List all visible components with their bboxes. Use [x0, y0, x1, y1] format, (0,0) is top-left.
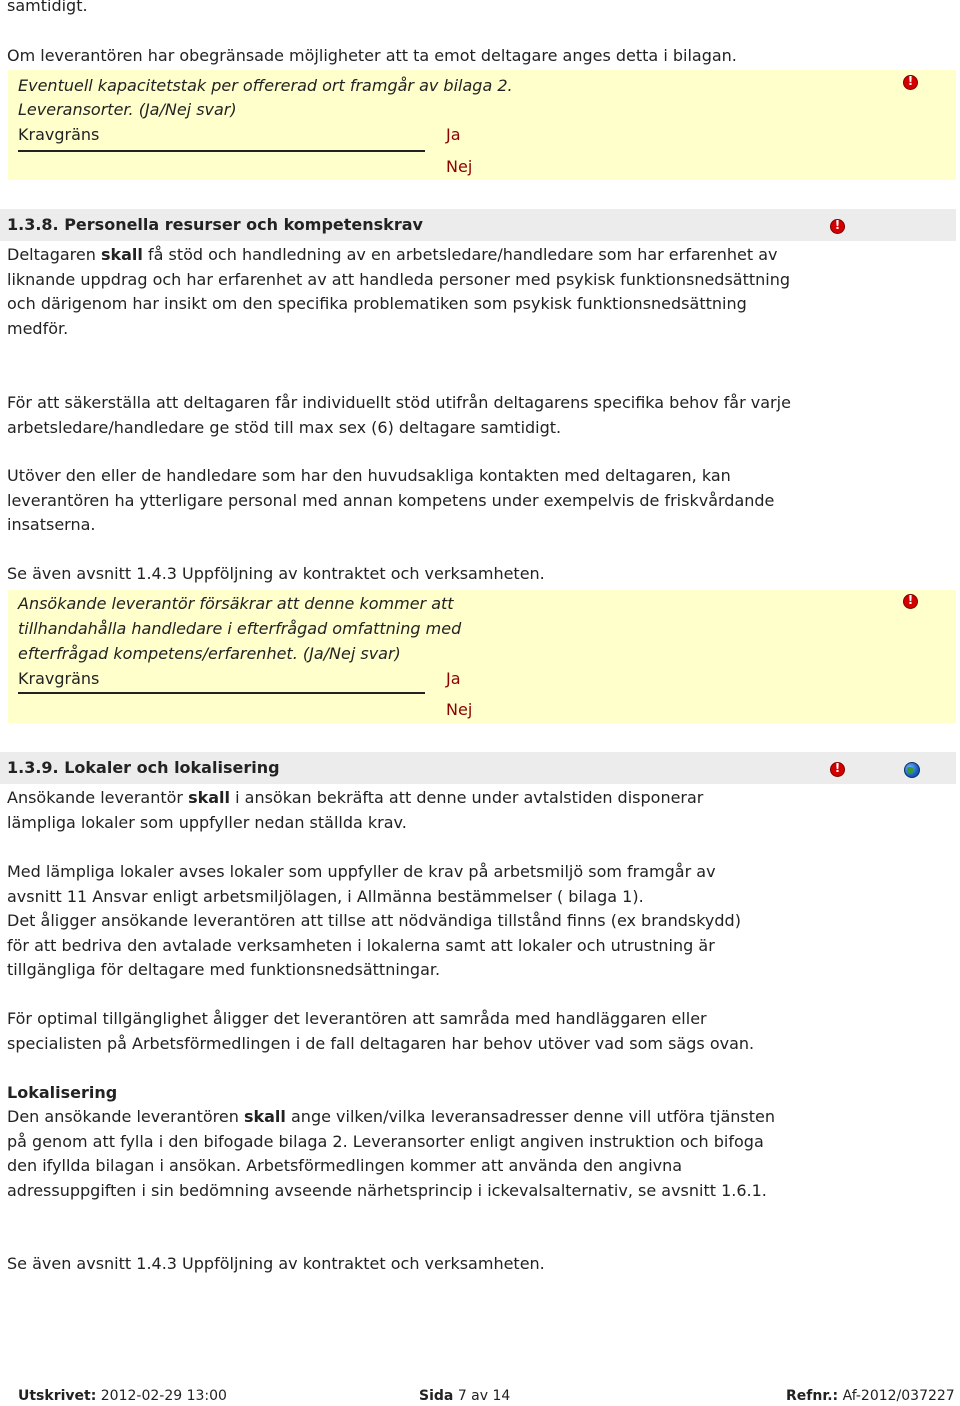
section-title: 1.3.9. Lokaler och lokalisering [7, 758, 280, 777]
section-title: 1.3.8. Personella resurser och kompetenskrav [7, 215, 423, 234]
warning-icon [903, 75, 918, 90]
warning-icon [903, 594, 918, 609]
intro-line: Om leverantören har obegränsade möjligheter att ta emot deltagare anges detta i bilagan. [7, 46, 737, 65]
answer-nej[interactable]: Nej [446, 700, 473, 719]
globe-icon[interactable] [904, 762, 920, 778]
question-box-1 [8, 70, 956, 180]
kravgrans-line [18, 150, 425, 152]
paragraph: Ansökande leverantör skall i ansökan bekräfta att denne under avtalstiden disponerar lämpliga lokaler som uppfyller nedan ställda krav. [7, 788, 704, 832]
paragraph: Deltagaren skall få stöd och handledning av en arbetsledare/handledare som har erfarenhet av liknande uppdrag och har erfarenhet av att handleda personer med psykisk funktionsnedsättning och därigenom har insikt om den specifika problematiken som psykisk funktionsnedsättning medför. [7, 245, 791, 338]
section-header-bar [0, 209, 956, 241]
paragraph: Utöver den eller de handledare som har den huvudsakliga kontakten med deltagaren, kan leverantören ha ytterligare personal med annan kompetens under exempelvis de friskvårdande insatserna. [7, 466, 775, 535]
question-2-line-1: Ansökande leverantör försäkrar att denne kommer att [18, 594, 454, 613]
warning-icon [830, 762, 845, 777]
question-2-line-3: efterfrågad kompetens/erfarenhet. (Ja/Nej svar) [18, 644, 401, 663]
footer-page: Sida 7 av 14 [419, 1388, 511, 1404]
see-also: Se även avsnitt 1.4.3 Uppföljning av kontraktet och verksamheten. [7, 1254, 545, 1273]
sub-heading: Lokalisering [7, 1083, 118, 1102]
answer-ja[interactable]: Ja [446, 669, 461, 688]
paragraph: Den ansökande leverantören skall ange vilken/vilka leveransadresser denne vill utföra tjänsten på genom att fylla i den bifogade bilaga 2. Leveransorter enligt angiven instruktion och bifoga den ifyllda bilagan i ansökan. Arbetsförmedlingen kommer att använda den angivna adressuppgiften i sin bedömning avseende närhetsprincip i ickevalsalternativ, se avsnitt 1.6.1. [7, 1107, 776, 1200]
section-header-bar [0, 752, 956, 784]
paragraph: Det åligger ansökande leverantören att tillse att nödvändiga tillstånd finns (ex brandskydd) för att bedriva den avtalade verksamheten i lokalerna samt att lokaler och utrustning är tillgängliga för deltagare med funktionsnedsättningar. [7, 911, 741, 980]
kravgrans-label: Kravgräns [18, 669, 100, 688]
question-2-line-2: tillhandahålla handledare i efterfrågad omfattning med [18, 619, 462, 638]
answer-ja[interactable]: Ja [446, 125, 461, 144]
question-1-line-1: Eventuell kapacitetstak per offererad ort framgår av bilaga 2. [18, 76, 513, 95]
question-1-line-2: Leveransorter. (Ja/Nej svar) [18, 100, 237, 119]
paragraph: För optimal tillgänglighet åligger det leverantören att samråda med handläggaren eller specialisten på Arbetsförmedlingen i de fall deltagaren har behov utöver vad som sägs ovan. [7, 1009, 755, 1053]
answer-nej[interactable]: Nej [446, 157, 473, 176]
kravgrans-line [18, 692, 425, 694]
paragraph: Med lämpliga lokaler avses lokaler som uppfyller de krav på arbetsmiljö som framgår av avsnitt 11 Ansvar enligt arbetsmiljölagen, i Allmänna bestämmelser ( bilaga 1). [7, 862, 716, 906]
footer-printed: Utskrivet: 2012-02-29 13:00 [18, 1388, 227, 1404]
footer-ref: Refnr.: Af-2012/037227 [786, 1388, 955, 1404]
top-fragment: samtidigt. [7, 0, 88, 15]
warning-icon [830, 219, 845, 234]
question-box-2 [8, 590, 956, 723]
paragraph: För att säkerställa att deltagaren får individuellt stöd utifrån deltagarens specifika behov får varje arbetsledare/handledare ge stöd till max sex (6) deltagare samtidigt. [7, 393, 791, 437]
see-also: Se även avsnitt 1.4.3 Uppföljning av kontraktet och verksamheten. [7, 564, 545, 583]
kravgrans-label: Kravgräns [18, 125, 100, 144]
